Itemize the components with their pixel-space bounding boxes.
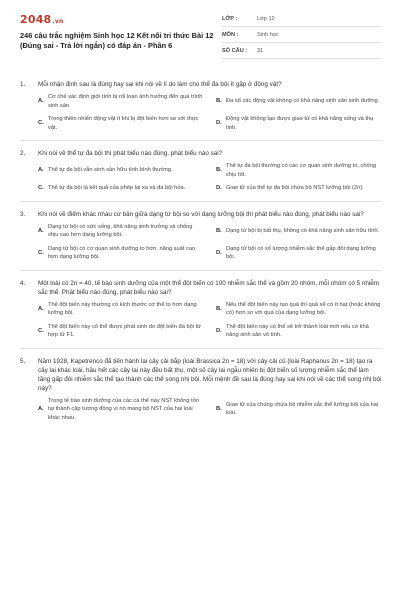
- option-text: Thể đột biến này có thể sẽ trở thành loài mới nếu có khả năng sinh sản vô tính.: [226, 323, 369, 338]
- option-letter: A.: [38, 305, 44, 312]
- option-text: Dạng tứ bội có cơ quan sinh dưỡng to hơn, năng suất cao hơn dạng lưỡng bội.: [48, 245, 196, 260]
- question-number: 5.: [20, 357, 26, 365]
- option-text: Giao tử của chúng chứa bộ nhiễm sắc thể lưỡng bội của hai loài.: [226, 401, 379, 417]
- meta-row-class: [222, 11, 382, 27]
- answer-option-c[interactable]: [38, 323, 204, 340]
- option-text: Trong thiên nhiên động vật ít khi bị đột biến hơn so với thực vật.: [48, 116, 199, 131]
- meta-row-subject: [222, 27, 382, 43]
- answer-option-a[interactable]: [38, 397, 204, 423]
- option-text: Động vật không tạo được giao tử có khả năng sống và thụ tinh.: [226, 116, 374, 131]
- question-item: [20, 76, 382, 141]
- answer-options: [20, 93, 382, 132]
- answer-options: [20, 301, 382, 340]
- option-letter: D.: [216, 185, 222, 191]
- option-text: Cơ chế xác định giới tính bị rối loạn ảnh hưởng đến quá trình sinh sản.: [48, 94, 203, 109]
- page-header: [0, 0, 400, 60]
- question-header: [20, 149, 382, 158]
- option-text: Thể tự đa bội thường có các cơ quan sinh dưỡng to, chống chịu tốt.: [226, 163, 377, 178]
- option-letter: B.: [216, 305, 222, 312]
- option-letter: D.: [216, 120, 222, 127]
- answer-options: [20, 223, 382, 262]
- question-item: [20, 271, 382, 349]
- meta-table: [222, 11, 382, 59]
- option-text: Thể đột biến này có thể được phát sinh do đột biến đa bội từ hợp tử F1.: [48, 323, 202, 338]
- meta-value: Sinh học: [257, 31, 279, 38]
- logo-main: 2048: [20, 13, 52, 26]
- answer-option-c[interactable]: [38, 115, 204, 132]
- answer-option-c[interactable]: [38, 184, 204, 193]
- question-item: [20, 141, 382, 202]
- answer-option-a[interactable]: [38, 162, 204, 179]
- question-header: [20, 80, 382, 89]
- answer-option-b[interactable]: [216, 301, 382, 318]
- option-text: Dạng tứ bội bị bất thụ, không có khả năng sinh sản hữu tính.: [226, 227, 380, 234]
- answer-option-d[interactable]: [216, 245, 382, 262]
- question-item: [20, 349, 382, 431]
- option-letter: B.: [216, 167, 222, 174]
- answer-option-a[interactable]: [38, 301, 204, 318]
- question-header: [20, 357, 382, 393]
- site-logo[interactable]: [20, 13, 63, 26]
- option-letter: C.: [38, 120, 44, 127]
- question-header: [20, 279, 382, 297]
- question-number: 1.: [20, 81, 26, 88]
- meta-row-count: [222, 43, 382, 59]
- option-text: Dạng tứ bội có số lượng nhiễm sắc thể gấp đôi dạng lưỡng bội.: [226, 245, 376, 260]
- option-letter: A.: [38, 167, 44, 174]
- answer-option-a[interactable]: [38, 223, 204, 240]
- option-text: Trong tế bào sinh dưỡng của các cá thể này NST không tồn tại thành cặp tương đồng vì nó mang bộ NST của hai loài khác nhau.: [48, 397, 200, 421]
- option-text: Thể tự đa bội vẫn sinh sản hữu tính bình thường.: [48, 167, 173, 174]
- option-letter: B.: [216, 227, 222, 234]
- question-number: 3.: [20, 210, 26, 218]
- answer-option-b[interactable]: [216, 162, 382, 179]
- question-text: Khi nói về thể tự đa bội thì phát biểu nào đúng, phát biểu nào sai?: [38, 150, 223, 157]
- option-letter: A.: [38, 98, 44, 105]
- answer-option-a[interactable]: [38, 93, 204, 110]
- option-letter: A.: [38, 227, 44, 234]
- option-letter: B.: [216, 406, 222, 412]
- answer-option-c[interactable]: [38, 245, 204, 262]
- answer-option-d[interactable]: [216, 323, 382, 340]
- answer-option-b[interactable]: [216, 93, 382, 110]
- question-number: 4.: [20, 279, 26, 287]
- question-text: Năm 1928, Kapetrenco đã tiến hành lai cây cải bắp (loài Brassica 2n = 18) với cây cải củ (loài Raphanus 2n = 18) tạo ra cây lai khác loài, hầu hết các cây lai này đều bất thụ, một số cây lai ngẫu nhiên bị đột biến số lượng nhiễm sắc thể làm tăng gấp đôi nhiễm sắc thể tạo thành các thể song nhị bội. Mỗi mệnh đề sau là đúng hay sai khi nói về các thể song nhị bội này?: [38, 357, 382, 392]
- option-letter: D.: [216, 249, 222, 256]
- meta-key: SỐ CÂU :: [222, 47, 248, 54]
- answer-option-b[interactable]: [216, 223, 382, 240]
- option-letter: D.: [216, 327, 222, 334]
- option-letter: A.: [38, 406, 44, 412]
- question-text: Một loài có 2n = 40, tế bào sinh dưỡng của một thể đột biến có 100 nhiễm sắc thể và gồm 20 nhóm, mỗi nhóm có 5 nhiễm sắc thể. Phát biểu nào đúng, phát biểu nào sai?: [38, 279, 380, 296]
- logo-suffix: .vn: [52, 18, 64, 25]
- question-text: Khi nói về điểm khác nhau cơ bản giữa dạng tứ bội so với dạng lưỡng bội thì phát biểu nào đúng, phát biểu nào sai?: [38, 210, 364, 218]
- question-list: [20, 76, 382, 430]
- option-text: Giao tử của thể tự đa bội chứa bộ NST lưỡng bội (2n).: [226, 185, 364, 191]
- question-text: Mỗi nhận định sau là đúng hay sai khi nói về lí do làm cho thể đa bội ít gặp ở động vật?: [38, 81, 282, 88]
- option-text: Nếu thể đột biến này tạo quả thì quả sẽ có ít hạt (hoặc không có) hơn so với quả của dạng lưỡng bội.: [226, 301, 381, 316]
- page-title: 246 câu trắc nghiệm Sinh học 12 Kết nối tri thức Bài 12 (Đúng sai - Trả lời ngắn) có đáp án - Phần 6: [20, 31, 214, 50]
- meta-value: Lớp 12: [257, 15, 275, 22]
- option-letter: C.: [38, 249, 44, 256]
- question-item: [20, 202, 382, 271]
- answer-option-d[interactable]: [216, 184, 382, 193]
- meta-value: 31: [257, 47, 264, 54]
- option-text: Thể tự đa bội là kết quả của phép lai xa và đa bội hóa.: [48, 185, 186, 191]
- answer-option-d[interactable]: [216, 115, 382, 132]
- meta-key: LỚP :: [222, 15, 238, 22]
- option-letter: B.: [216, 98, 222, 105]
- question-header: [20, 210, 382, 219]
- option-text: Đa số các động vật không có khả năng sinh sản sinh dưỡng.: [226, 98, 380, 105]
- option-letter: C.: [38, 185, 44, 191]
- question-number: 2.: [20, 150, 26, 157]
- option-text: Thể đột biến này thường có kích thước cơ thể to hơn dạng lưỡng bội.: [48, 301, 197, 316]
- option-text: Dạng tứ bội có sức sống, khả năng sinh trưởng và chống chịu cao hơn dạng lưỡng bội.: [48, 223, 193, 238]
- option-letter: C.: [38, 327, 44, 334]
- meta-key: MÔN :: [222, 31, 239, 38]
- answer-options: [20, 397, 382, 423]
- answer-options: [20, 162, 382, 193]
- answer-option-b[interactable]: [216, 397, 382, 423]
